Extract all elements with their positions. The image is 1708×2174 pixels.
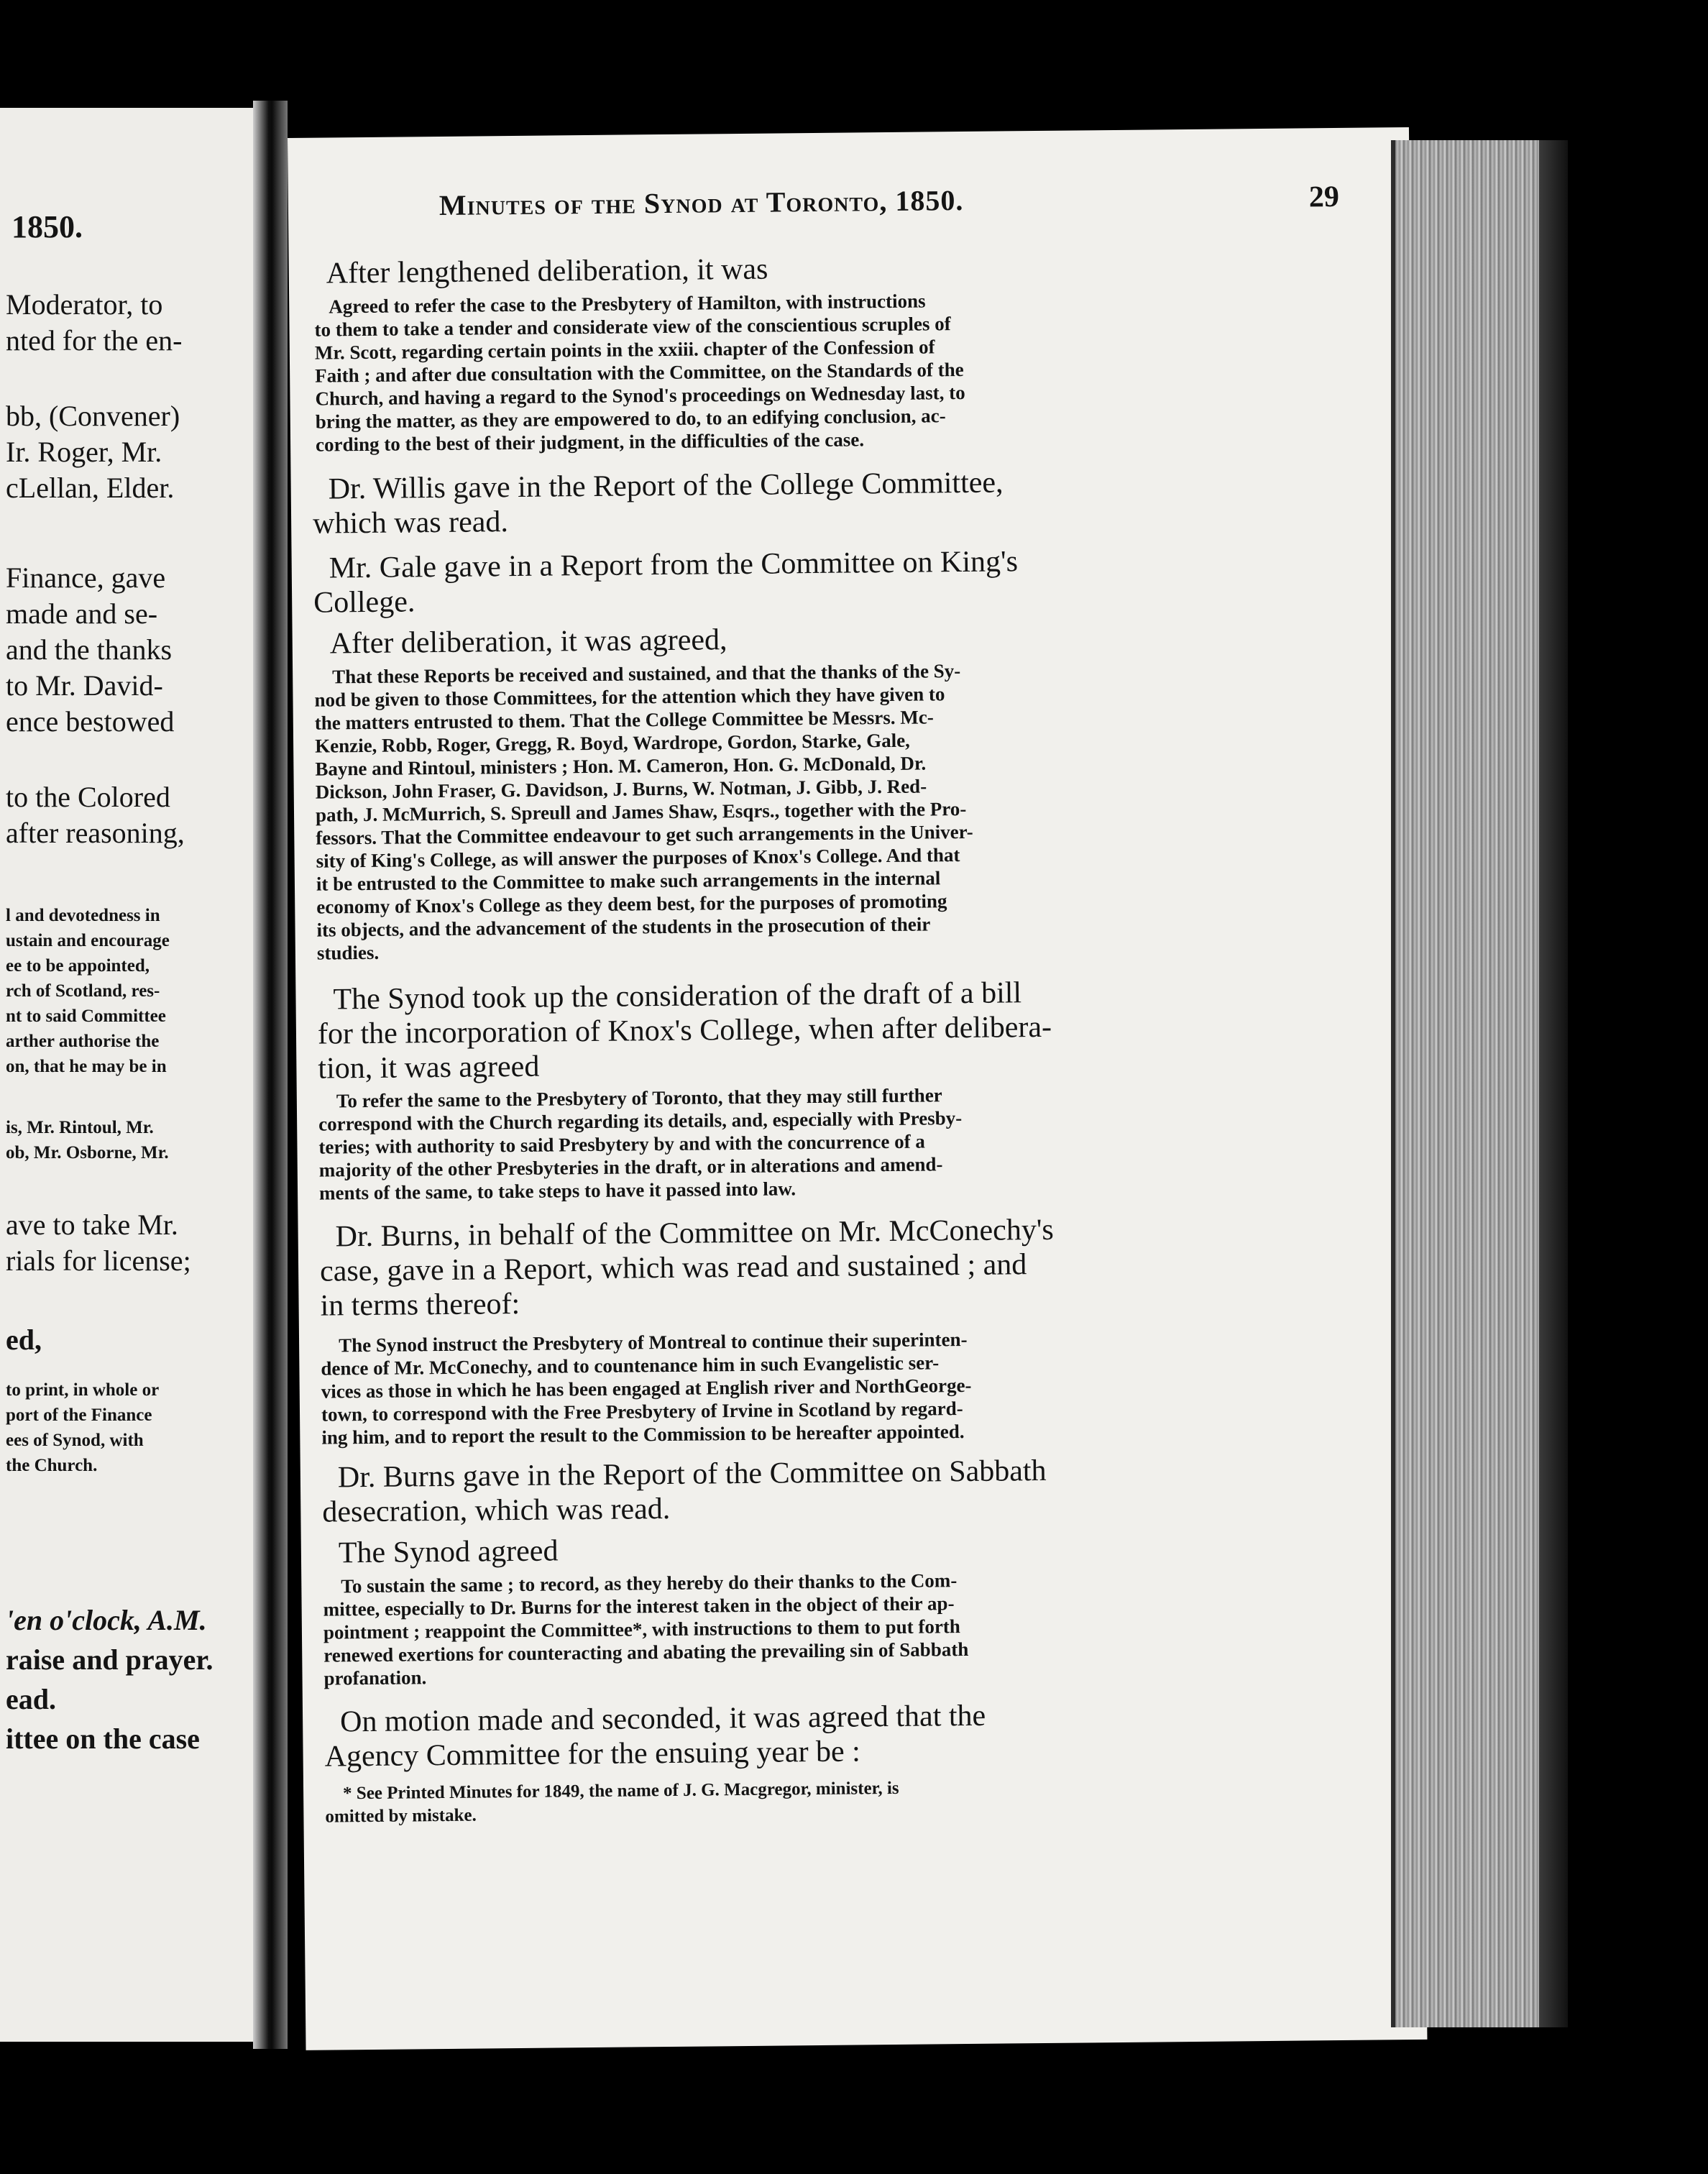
body-line: renewed exertions for counteracting and abating the prevailing sin of Sabbath [323, 1638, 969, 1666]
body-line: ments of the same, to take steps to have it passed into law. [318, 1178, 796, 1204]
body-line: Agency Committee for the ensuing year be : [324, 1735, 861, 1774]
left-page-line: made and se- [6, 597, 158, 630]
body-line: Agreed to refer the case to the Presbytery of Hamilton, with instructions [329, 290, 926, 318]
left-page-line: ee to be appointed, [6, 956, 150, 976]
body-line: path, J. McMurrich, S. Spreull and James Shaw, Esqrs., together with the Pro- [315, 797, 967, 826]
left-page-line: ees of Synod, with [6, 1431, 144, 1450]
body-line: studies. [316, 941, 380, 964]
body-line: * See Printed Minutes for 1849, the name of J. G. Macgregor, minister, is [342, 1778, 899, 1804]
left-page-line: ob, Mr. Osborne, Mr. [6, 1143, 169, 1162]
body-line: fessors. That the Committee endeavour to get such arrangements in the Univer- [316, 820, 973, 849]
book-gutter [253, 101, 288, 2049]
body-line: profanation. [323, 1666, 427, 1689]
body-line: it be entrusted to the Committee to make such arrangements in the internal [316, 867, 941, 895]
body-line: omitted by mistake. [325, 1805, 477, 1827]
body-line: dence of Mr. McConechy, and to countenance him in such Evangelistic ser- [321, 1352, 940, 1380]
body-line: Mr. Scott, regarding certain points in the xxiii. chapter of the Confession of [314, 336, 935, 364]
body-line: After lengthened deliberation, it was [326, 252, 768, 290]
body-line: tion, it was agreed [318, 1050, 540, 1086]
body-line: To refer the same to the Presbytery of Toronto, that they may still further [336, 1084, 942, 1112]
body-line: correspond with the Church regarding its details, and, especially with Presby- [318, 1107, 963, 1135]
body-line: Bayne and Rintoul, ministers ; Hon. M. Cameron, Hon. G. McDonald, Dr. [315, 752, 927, 780]
left-page-line: raise and prayer. [6, 1643, 214, 1676]
body-line: bring the matter, as they are empowered to do, to an edifying conclusion, ac- [315, 405, 946, 433]
body-line: cording to the best of their judgment, in the difficulties of the case. [315, 428, 865, 456]
body-line: Dr. Willis gave in the Report of the College Committee, [328, 466, 1004, 506]
body-line: majority of the other Presbyteries in the draft, or in alterations and amend- [318, 1153, 943, 1181]
left-page-line: arther authorise the [6, 1032, 160, 1051]
body-line: ing him, and to report the result to the Commission to be hereafter appointed. [321, 1421, 965, 1449]
body-line: vices as those in which he has been engaged at English river and NorthGeorge- [321, 1374, 972, 1403]
body-line: On motion made and seconded, it was agreed that the [339, 1699, 986, 1739]
left-page-line: Finance, gave [6, 561, 166, 594]
body-line: After deliberation, it was agreed, [329, 623, 727, 661]
body-line: town, to correspond with the Free Presbytery of Irvine in Scotland by regard- [321, 1398, 963, 1426]
left-page-line: l and devotedness in [6, 906, 160, 925]
body-line: To sustain the same ; to record, as they hereby do their thanks to the Com- [341, 1569, 958, 1597]
body-line: Dr. Burns gave in the Report of the Committee on Sabbath [337, 1454, 1047, 1495]
left-page-line: the Church. [6, 1456, 98, 1475]
left-page-line: rch of Scotland, res- [6, 981, 160, 1001]
body-line: Kenzie, Robb, Roger, Gregg, R. Boyd, Wardrope, Gordon, Starke, Gale, [314, 729, 910, 757]
body-line: Mr. Gale gave in a Report from the Committee on King's [329, 545, 1019, 585]
body-line: to them to take a tender and considerate view of the conscientious scruples of [314, 313, 951, 341]
body-line: teries; with authority to said Presbytery by and with the concurrence of a [318, 1130, 926, 1158]
left-page-line: ead. [6, 1683, 56, 1715]
left-page-line: nt to said Committee [6, 1006, 166, 1026]
body-line: nod be given to those Committees, for the attention which they have given to [314, 683, 945, 711]
left-page-line: rials for license; [6, 1244, 191, 1277]
left-page-line: ustain and encourage [6, 931, 170, 950]
right-page [288, 127, 1427, 2050]
book-cover-edge [1539, 140, 1568, 2027]
body-line: which was read. [312, 505, 509, 541]
running-head: Minutes of the Synod at Toronto, 1850. [439, 183, 964, 221]
left-page-line: 'en o'clock, A.M. [6, 1604, 207, 1636]
left-page-line: to Mr. David- [6, 669, 163, 702]
body-line: sity of King's College, as will answer the purposes of Knox's College. And that [316, 844, 960, 872]
left-page-line: after reasoning, [6, 817, 185, 849]
body-line: the matters entrusted to them. That the College Committee be Messrs. Mc- [314, 706, 934, 734]
left-page-line: ittee on the case [6, 1723, 200, 1755]
left-page-line: to print, in whole or [6, 1380, 160, 1400]
left-page-line: ave to take Mr. [6, 1208, 178, 1241]
left-page-line: cLellan, Elder. [6, 472, 175, 504]
body-line: for the incorporation of Knox's College, when after delibera- [317, 1010, 1052, 1051]
body-line: pointment ; reappoint the Committee*, with instructions to them to put forth [323, 1615, 960, 1643]
left-page-line: and the thanks [6, 633, 173, 666]
body-line: mittee, especially to Dr. Burns for the interest taken in the object of their ap- [323, 1592, 955, 1620]
body-line: The Synod took up the consideration of the draft of a bill [333, 976, 1022, 1017]
left-page-line: to the Colored [6, 781, 170, 813]
body-line: economy of Knox's College as they deem best, for the purposes of promoting [316, 890, 947, 918]
body-line: College. [313, 585, 415, 620]
body-line: The Synod instruct the Presbytery of Montreal to continue their superinten- [338, 1329, 968, 1357]
left-page-line: is, Mr. Rintoul, Mr. [6, 1118, 154, 1137]
body-line: case, gave in a Report, which was read and sustained ; and [319, 1248, 1027, 1288]
left-page-line: ed, [6, 1324, 42, 1356]
left-page-line: Ir. Roger, Mr. [6, 436, 162, 468]
page-edges [1391, 140, 1568, 2027]
body-line: Church, and having a regard to the Synod's proceedings on Wednesday last, to [315, 381, 965, 410]
body-line: in terms thereof: [320, 1287, 520, 1323]
body-line: Dr. Burns, in behalf of the Committee on Mr. McConechy's [335, 1213, 1054, 1254]
left-page-line: nted for the en- [6, 324, 183, 357]
left-page [0, 108, 253, 2042]
left-page-line: ence bestowed [6, 705, 175, 738]
body-line: desecration, which was read. [322, 1492, 671, 1529]
left-page-line: port of the Finance [6, 1405, 152, 1425]
page-number: 29 [1308, 180, 1340, 214]
body-line: The Synod agreed [338, 1534, 559, 1570]
left-page-line: Moderator, to [6, 288, 163, 321]
body-line: its objects, and the advancement of the students in the prosecution of their [316, 913, 931, 941]
left-page-line: bb, (Convener) [6, 400, 180, 432]
body-line: That these Reports be received and sustained, and that the thanks of the Sy- [332, 660, 961, 688]
body-line: Dickson, John Fraser, G. Davidson, J. Burns, W. Notman, J. Gibb, J. Red- [315, 775, 927, 803]
left-page-line: 1850. [12, 209, 83, 244]
left-page-line: on, that he may be in [6, 1057, 167, 1076]
body-line: Faith ; and after due consultation with the Committee, on the Standards of the [315, 358, 964, 387]
